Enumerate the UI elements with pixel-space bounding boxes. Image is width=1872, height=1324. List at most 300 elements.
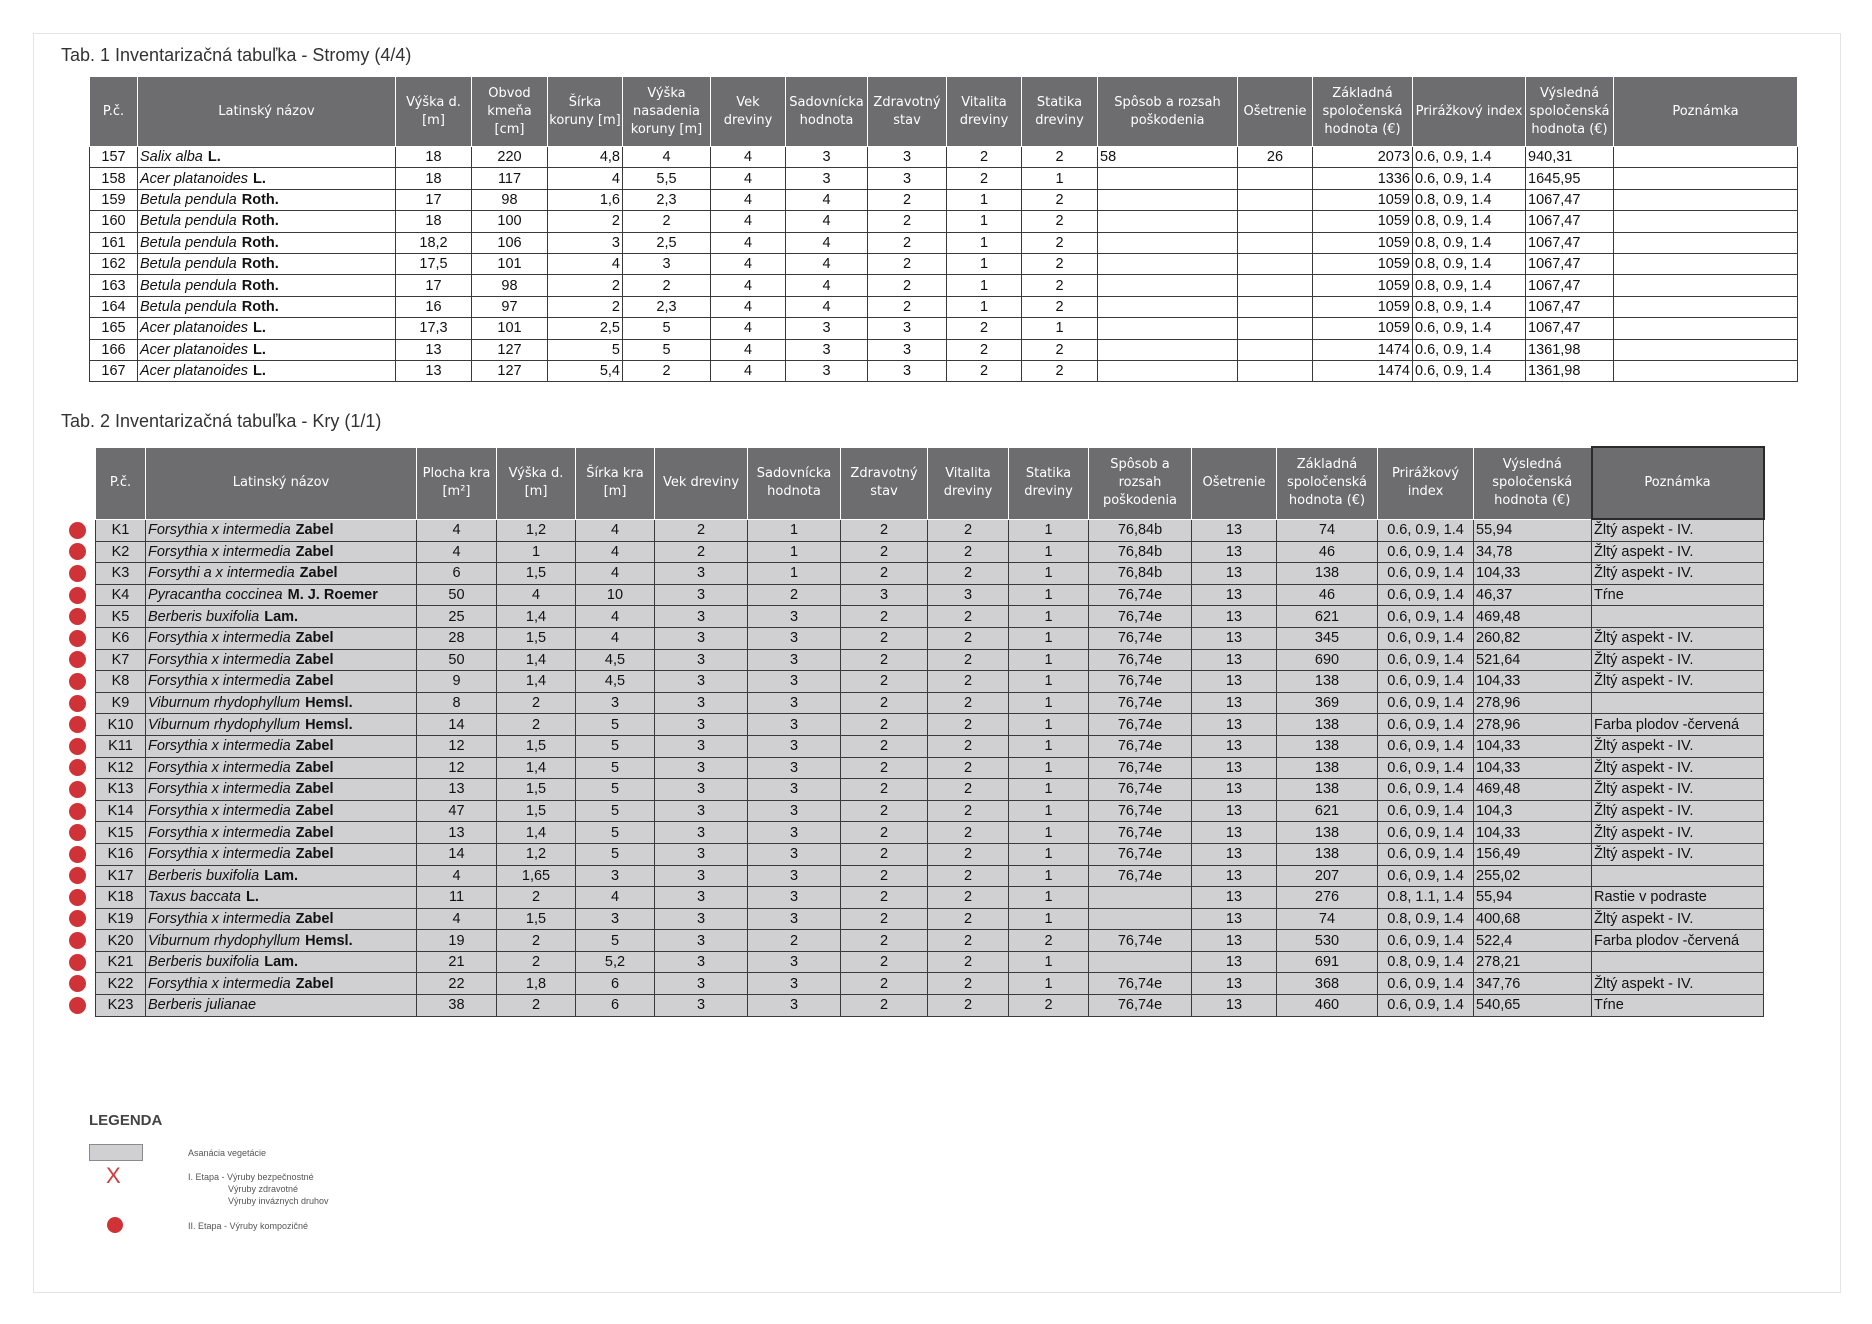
species-name: Berberis buxifolia — [148, 954, 260, 971]
th-zakladna: Základná spoločenská hodnota (€) — [1277, 447, 1378, 519]
cell-latin-name — [146, 908, 417, 930]
cell-zdravotny: 3 — [868, 360, 947, 381]
cell-vek: 3 — [655, 822, 748, 844]
table-row — [96, 930, 1764, 952]
cell-vyska: 2 — [497, 887, 576, 909]
cell-vysledna: 278,96 — [1474, 714, 1592, 736]
shrubs-table — [95, 446, 1765, 1017]
cell-vyska: 1,4 — [497, 671, 576, 693]
table-row — [96, 951, 1764, 973]
cell-vitalita: 2 — [928, 563, 1009, 585]
cell-sadovnicka: 2 — [748, 930, 841, 952]
cell-sirka: 5 — [576, 800, 655, 822]
cell-vyska: 4 — [497, 584, 576, 606]
cell-sposob: 76,74e — [1089, 843, 1192, 865]
cell-poznamka: Žltý aspekt - IV. — [1592, 735, 1764, 757]
cell-vek: 3 — [655, 735, 748, 757]
cell-vitalita: 2 — [928, 908, 1009, 930]
cell-poznamka — [1614, 296, 1798, 317]
cell-statika: 1 — [1009, 822, 1089, 844]
table-row — [96, 606, 1764, 628]
cell-vyska: 2 — [497, 930, 576, 952]
cell-sirka: 5,4 — [548, 360, 623, 381]
cell-pc: K7 — [96, 649, 146, 671]
cell-prirazkovy: 0.8, 0.9, 1.4 — [1413, 232, 1526, 253]
cell-sadovnicka: 3 — [786, 147, 868, 168]
cell-obvod: 101 — [472, 253, 548, 274]
cell-poznamka: Rastie v podraste — [1592, 887, 1764, 909]
table-row — [96, 822, 1764, 844]
cell-osetrenie: 13 — [1192, 822, 1277, 844]
table-row — [90, 275, 1798, 296]
species-name: Forsythia x intermedia — [148, 651, 291, 668]
cell-sadovnicka: 4 — [786, 275, 868, 296]
cell-zakladna: 621 — [1277, 606, 1378, 628]
cell-vitalita: 2 — [947, 339, 1022, 360]
cell-zakladna: 74 — [1277, 519, 1378, 541]
cell-sposob — [1098, 296, 1238, 317]
cell-vitalita: 2 — [928, 822, 1009, 844]
cell-latin-name — [146, 519, 417, 541]
species-name: Forsythi a x intermedia — [148, 565, 295, 582]
cell-sirka: 3 — [576, 865, 655, 887]
cell-vitalita: 2 — [928, 671, 1009, 693]
cell-poznamka: Žltý aspekt - IV. — [1592, 649, 1764, 671]
cell-plocha: 4 — [417, 865, 497, 887]
cell-osetrenie — [1238, 296, 1313, 317]
cell-prirazkovy: 0.8, 0.9, 1.4 — [1378, 908, 1474, 930]
cell-zdravotny: 2 — [841, 865, 928, 887]
species-name: Acer platanoides — [140, 170, 249, 187]
species-author: Hemsl. — [305, 716, 353, 733]
cell-latin-name — [138, 189, 396, 210]
cell-plocha: 13 — [417, 822, 497, 844]
species-author: Zabel — [295, 651, 334, 668]
cell-sirka: 3 — [548, 232, 623, 253]
cell-osetrenie — [1238, 275, 1313, 296]
table-row — [96, 800, 1764, 822]
cell-sadovnicka: 3 — [748, 822, 841, 844]
cell-sposob — [1098, 360, 1238, 381]
cell-vek: 3 — [655, 973, 748, 995]
cell-statika: 2 — [1009, 930, 1089, 952]
species-name: Acer platanoides — [140, 320, 249, 337]
cell-osetrenie: 13 — [1192, 887, 1277, 909]
species-author: L. — [253, 341, 266, 358]
cell-vyska: 1,5 — [497, 627, 576, 649]
cell-sirka: 4,5 — [576, 649, 655, 671]
cell-sadovnicka: 3 — [786, 360, 868, 381]
cell-prirazkovy: 0.6, 0.9, 1.4 — [1378, 865, 1474, 887]
cell-sirka: 2 — [548, 275, 623, 296]
cell-vitalita: 2 — [928, 606, 1009, 628]
cell-vysledna: 400,68 — [1474, 908, 1592, 930]
cell-sirka: 4 — [576, 606, 655, 628]
cell-statika: 2 — [1022, 296, 1098, 317]
cell-latin-name — [146, 800, 417, 822]
cell-vysledna: 278,21 — [1474, 951, 1592, 973]
cell-zakladna: 621 — [1277, 800, 1378, 822]
cell-vyska: 1,4 — [497, 822, 576, 844]
th-statika: Statika dreviny — [1022, 77, 1098, 147]
cell-sposob — [1098, 339, 1238, 360]
cell-zdravotny: 3 — [868, 168, 947, 189]
species-name: Forsythia x intermedia — [148, 781, 291, 798]
cell-sadovnicka: 3 — [748, 800, 841, 822]
table-row — [90, 168, 1798, 189]
cell-zdravotny: 3 — [868, 339, 947, 360]
red-dot-icon — [107, 1217, 123, 1233]
cell-vitalita: 1 — [947, 189, 1022, 210]
cell-prirazkovy: 0.8, 0.9, 1.4 — [1413, 253, 1526, 274]
cell-zdravotny: 2 — [841, 930, 928, 952]
cell-poznamka: Tŕne — [1592, 995, 1764, 1017]
cell-obvod: 117 — [472, 168, 548, 189]
cell-osetrenie: 13 — [1192, 714, 1277, 736]
cell-vysledna: 104,33 — [1474, 735, 1592, 757]
th-zakladna: Základná spoločenská hodnota (€) — [1313, 77, 1413, 147]
cell-sadovnicka: 4 — [786, 232, 868, 253]
cell-vyska: 1,4 — [497, 757, 576, 779]
cell-zakladna: 530 — [1277, 930, 1378, 952]
cell-osetrenie: 13 — [1192, 843, 1277, 865]
cell-vek: 2 — [655, 541, 748, 563]
cell-prirazkovy: 0.6, 0.9, 1.4 — [1378, 735, 1474, 757]
cell-vitalita: 2 — [928, 973, 1009, 995]
cell-plocha: 9 — [417, 671, 497, 693]
cell-vyska: 1,5 — [497, 800, 576, 822]
table-row — [90, 360, 1798, 381]
cell-statika: 1 — [1009, 757, 1089, 779]
cell-sposob: 76,74e — [1089, 995, 1192, 1017]
cell-pc: K20 — [96, 930, 146, 952]
cell-statika: 1 — [1009, 951, 1089, 973]
table-row — [90, 253, 1798, 274]
cell-vysledna: 522,4 — [1474, 930, 1592, 952]
cell-sadovnicka: 1 — [748, 563, 841, 585]
cell-pc: 161 — [90, 232, 138, 253]
cell-pc: K1 — [96, 519, 146, 541]
cell-vysledna: 540,65 — [1474, 995, 1592, 1017]
cell-latin-name — [146, 649, 417, 671]
cell-pc: 157 — [90, 147, 138, 168]
cell-plocha: 50 — [417, 649, 497, 671]
cell-sposob: 76,84b — [1089, 541, 1192, 563]
cell-sadovnicka: 3 — [748, 692, 841, 714]
cell-sadovnicka: 3 — [748, 714, 841, 736]
cell-plocha: 21 — [417, 951, 497, 973]
cell-vitalita: 2 — [928, 735, 1009, 757]
cell-vek: 4 — [711, 211, 786, 232]
cell-prirazkovy: 0.6, 0.9, 1.4 — [1378, 584, 1474, 606]
cell-vek: 3 — [655, 908, 748, 930]
cell-latin-name — [146, 843, 417, 865]
cell-sposob — [1089, 951, 1192, 973]
cell-zakladna: 138 — [1277, 843, 1378, 865]
cell-prirazkovy: 0.6, 0.9, 1.4 — [1378, 563, 1474, 585]
cell-pc: K18 — [96, 887, 146, 909]
cell-statika: 1 — [1009, 584, 1089, 606]
cell-zdravotny: 2 — [841, 973, 928, 995]
cell-zdravotny: 3 — [841, 584, 928, 606]
cell-vek: 3 — [655, 714, 748, 736]
species-name: Forsythia x intermedia — [148, 975, 291, 992]
cell-vysledna: 278,96 — [1474, 692, 1592, 714]
cell-statika: 2 — [1022, 360, 1098, 381]
species-author: Roth. — [241, 256, 279, 273]
cell-sadovnicka: 3 — [748, 843, 841, 865]
cell-zdravotny: 2 — [868, 232, 947, 253]
cell-latin-name — [138, 360, 396, 381]
th-osetrenie: Ošetrenie — [1238, 77, 1313, 147]
species-name: Forsythia x intermedia — [148, 910, 291, 927]
cell-plocha: 11 — [417, 887, 497, 909]
cell-latin-name — [138, 147, 396, 168]
cell-plocha: 13 — [417, 779, 497, 801]
cell-statika: 1 — [1022, 318, 1098, 339]
cell-poznamka — [1614, 232, 1798, 253]
cell-vysledna: 469,48 — [1474, 606, 1592, 628]
cell-sposob: 76,74e — [1089, 671, 1192, 693]
red-dot-icon — [69, 932, 86, 949]
cell-sadovnicka: 2 — [748, 584, 841, 606]
cell-pc: K23 — [96, 995, 146, 1017]
cell-vyska: 18 — [396, 168, 472, 189]
cell-vyska: 2 — [497, 714, 576, 736]
cell-vysledna: 55,94 — [1474, 887, 1592, 909]
cell-sposob: 76,74e — [1089, 930, 1192, 952]
cell-statika: 1 — [1009, 865, 1089, 887]
cell-plocha: 6 — [417, 563, 497, 585]
cell-prirazkovy: 0.8, 0.9, 1.4 — [1413, 296, 1526, 317]
cell-sadovnicka: 3 — [748, 908, 841, 930]
cell-obvod: 98 — [472, 275, 548, 296]
cell-prirazkovy: 0.6, 0.9, 1.4 — [1378, 800, 1474, 822]
cell-vyska-nasadenia: 2,5 — [623, 232, 711, 253]
cell-sadovnicka: 3 — [748, 973, 841, 995]
cell-prirazkovy: 0.6, 0.9, 1.4 — [1378, 714, 1474, 736]
species-author: Zabel — [299, 565, 338, 582]
cell-vitalita: 2 — [928, 714, 1009, 736]
cell-poznamka: Tŕne — [1592, 584, 1764, 606]
cell-sirka: 3 — [576, 908, 655, 930]
cell-vitalita: 2 — [928, 649, 1009, 671]
cell-osetrenie — [1238, 318, 1313, 339]
cell-zdravotny: 2 — [868, 211, 947, 232]
cell-sadovnicka: 3 — [786, 339, 868, 360]
cell-vyska: 2 — [497, 951, 576, 973]
table-row — [96, 649, 1764, 671]
cell-plocha: 4 — [417, 908, 497, 930]
species-author: Lam. — [264, 608, 299, 625]
cell-latin-name — [146, 541, 417, 563]
cell-zakladna: 1059 — [1313, 275, 1413, 296]
th-vitalita: Vitalita dreviny — [947, 77, 1022, 147]
species-author: Lam. — [264, 954, 299, 971]
legend-grey-swatch — [89, 1144, 143, 1161]
cell-sirka: 4 — [576, 627, 655, 649]
table-row — [90, 339, 1798, 360]
cell-prirazkovy: 0.6, 0.9, 1.4 — [1413, 318, 1526, 339]
cell-plocha: 12 — [417, 735, 497, 757]
cell-latin-name — [146, 995, 417, 1017]
cell-zdravotny: 2 — [841, 671, 928, 693]
cell-osetrenie — [1238, 360, 1313, 381]
cell-pc: K11 — [96, 735, 146, 757]
cell-sposob: 76,74e — [1089, 714, 1192, 736]
legend-etapa2-label: II. Etapa - Výruby kompozičné — [188, 1221, 309, 1231]
cell-statika: 1 — [1009, 563, 1089, 585]
cell-vysledna: 1067,47 — [1526, 189, 1614, 210]
th-vyska: Výška d. [m] — [396, 77, 472, 147]
table-row — [96, 563, 1764, 585]
species-author: Zabel — [295, 630, 334, 647]
cell-poznamka — [1592, 865, 1764, 887]
cell-zakladna: 1059 — [1313, 296, 1413, 317]
th-poznamka: Poznámka — [1592, 447, 1764, 519]
cell-statika: 2 — [1022, 339, 1098, 360]
cell-zakladna: 691 — [1277, 951, 1378, 973]
cell-latin-name — [138, 339, 396, 360]
cell-vitalita: 1 — [947, 211, 1022, 232]
cell-sirka: 2 — [548, 211, 623, 232]
cell-zakladna: 369 — [1277, 692, 1378, 714]
cell-zdravotny: 2 — [841, 563, 928, 585]
cell-pc: 166 — [90, 339, 138, 360]
species-name: Betula pendula — [140, 191, 237, 208]
table-row — [96, 519, 1764, 541]
cell-latin-name — [138, 318, 396, 339]
cell-zdravotny: 2 — [868, 296, 947, 317]
cell-osetrenie — [1238, 189, 1313, 210]
cell-vek: 3 — [655, 692, 748, 714]
cell-zakladna: 690 — [1277, 649, 1378, 671]
red-dot-icon — [69, 630, 86, 647]
red-dot-icon — [69, 846, 86, 863]
cell-osetrenie: 13 — [1192, 757, 1277, 779]
cell-latin-name — [146, 757, 417, 779]
table-row — [96, 714, 1764, 736]
cell-prirazkovy: 0.6, 0.9, 1.4 — [1378, 973, 1474, 995]
cell-sadovnicka: 4 — [786, 296, 868, 317]
cell-osetrenie: 13 — [1192, 541, 1277, 563]
cell-sadovnicka: 3 — [748, 627, 841, 649]
th-vek: Vek dreviny — [711, 77, 786, 147]
cell-statika: 2 — [1022, 211, 1098, 232]
species-author: L. — [245, 889, 259, 906]
cell-prirazkovy: 0.8, 0.9, 1.4 — [1378, 951, 1474, 973]
th-pc: P.č. — [90, 77, 138, 147]
cell-sirka: 6 — [576, 995, 655, 1017]
species-name: Berberis buxifolia — [148, 867, 260, 884]
species-name: Betula pendula — [140, 277, 237, 294]
species-author: Zabel — [295, 522, 334, 539]
table-row — [90, 318, 1798, 339]
species-author: Roth. — [241, 298, 279, 315]
cell-zakladna: 138 — [1277, 757, 1378, 779]
cell-vek: 3 — [655, 887, 748, 909]
cell-plocha: 8 — [417, 692, 497, 714]
cell-statika: 1 — [1009, 887, 1089, 909]
cell-sposob: 76,74e — [1089, 627, 1192, 649]
cell-zdravotny: 2 — [841, 714, 928, 736]
species-author: Roth. — [241, 191, 279, 208]
cell-latin-name — [146, 627, 417, 649]
th-vitalita: Vitalita dreviny — [928, 447, 1009, 519]
th-zdravotny: Zdravotný stav — [841, 447, 928, 519]
cell-prirazkovy: 0.6, 0.9, 1.4 — [1378, 627, 1474, 649]
species-name: Forsythia x intermedia — [148, 803, 291, 820]
cell-osetrenie: 13 — [1192, 779, 1277, 801]
cell-vysledna: 1067,47 — [1526, 211, 1614, 232]
cell-sirka: 5 — [576, 757, 655, 779]
cell-prirazkovy: 0.8, 0.9, 1.4 — [1413, 275, 1526, 296]
cell-zakladna: 368 — [1277, 973, 1378, 995]
th-vyska-nasadenia: Výška nasadenia koruny [m] — [623, 77, 711, 147]
th-sirka: Šírka kra [m] — [576, 447, 655, 519]
cell-obvod: 127 — [472, 339, 548, 360]
table-row — [96, 843, 1764, 865]
table-row — [96, 887, 1764, 909]
legend-title: LEGENDA — [89, 1112, 163, 1129]
th-prirazkovy: Prirážkový index — [1378, 447, 1474, 519]
cell-obvod: 220 — [472, 147, 548, 168]
cell-sposob: 76,74e — [1089, 800, 1192, 822]
cell-zdravotny: 2 — [841, 800, 928, 822]
cell-pc: 159 — [90, 189, 138, 210]
cell-vek: 3 — [655, 671, 748, 693]
cell-sposob — [1098, 253, 1238, 274]
cell-sadovnicka: 3 — [786, 318, 868, 339]
cell-osetrenie — [1238, 211, 1313, 232]
cell-vek: 4 — [711, 232, 786, 253]
cell-statika: 1 — [1009, 671, 1089, 693]
cell-plocha: 38 — [417, 995, 497, 1017]
cell-vek: 3 — [655, 627, 748, 649]
cell-latin-name — [146, 692, 417, 714]
table-row — [96, 973, 1764, 995]
cell-vek: 3 — [655, 843, 748, 865]
cell-osetrenie: 13 — [1192, 692, 1277, 714]
cell-osetrenie: 13 — [1192, 519, 1277, 541]
cell-zakladna: 1059 — [1313, 232, 1413, 253]
cell-latin-name — [138, 168, 396, 189]
cell-statika: 1 — [1009, 627, 1089, 649]
cell-statika: 1 — [1009, 973, 1089, 995]
cell-statika: 2 — [1022, 232, 1098, 253]
cell-vek: 3 — [655, 563, 748, 585]
cell-sirka: 5 — [576, 822, 655, 844]
cell-latin-name — [138, 232, 396, 253]
species-author: Zabel — [295, 846, 334, 863]
cell-sirka: 4 — [548, 253, 623, 274]
table-row — [96, 995, 1764, 1017]
cell-vyska: 2 — [497, 995, 576, 1017]
cell-sadovnicka: 3 — [748, 951, 841, 973]
cell-zakladna: 276 — [1277, 887, 1378, 909]
species-author: Zabel — [295, 781, 334, 798]
cell-zdravotny: 3 — [868, 147, 947, 168]
cell-zakladna: 207 — [1277, 865, 1378, 887]
cell-latin-name — [146, 606, 417, 628]
species-author: Hemsl. — [305, 695, 353, 712]
cell-sadovnicka: 1 — [748, 519, 841, 541]
table-row — [96, 735, 1764, 757]
trees-table — [89, 76, 1798, 382]
cell-vyska-nasadenia: 5,5 — [623, 168, 711, 189]
cell-vyska: 17,3 — [396, 318, 472, 339]
table-row — [96, 671, 1764, 693]
